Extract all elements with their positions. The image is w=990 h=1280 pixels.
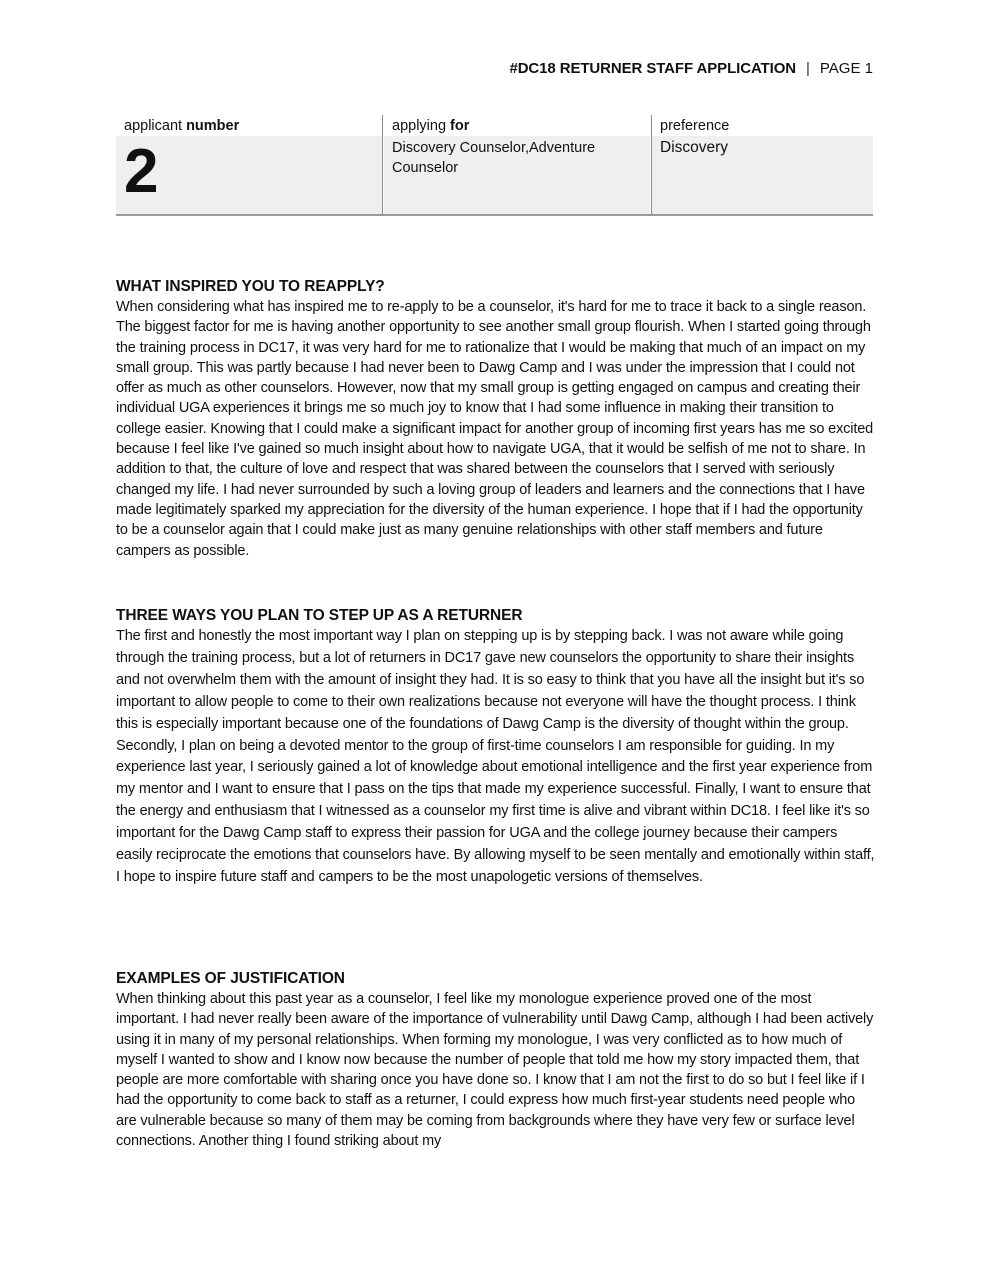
section-heading: THREE WAYS YOU PLAN TO STEP UP AS A RETURNER [116,607,523,624]
applicant-number-label: applicant number [116,115,382,136]
preference-box [652,136,873,215]
header-separator: | [806,60,810,77]
section-heading: WHAT INSPIRED YOU TO REAPPLY? [116,278,385,295]
section-heading: EXAMPLES OF JUSTIFICATION [116,970,345,987]
application-title: #DC18 RETURNER STAFF APPLICATION [509,60,796,77]
page-header [509,60,873,77]
preference-value: Discovery [660,139,729,156]
table-bottom-rule [116,214,873,216]
section-justification [116,969,876,1151]
section-inspiration [116,277,876,561]
preference-cell [652,115,873,215]
applicant-number-cell [116,115,382,215]
section-body: When considering what has inspired me to re-apply to be a counselor, it's hard for me to trace it back to a single reason. The biggest factor for me is having another opportunity to see another small group flourish. When I started going through the training process in DC17, it was very hard for me to rationalize that I would be making that much of an impact on my small group. This was partly because I had never been to Dawg Camp and I was under the impression that I could not offer as much as other counselors. However, now that my small group is getting engaged on campus and creating their individual UGA experiences it brings me so much joy to know that I had some influence in making their transition to college easier. Knowing that I could make a significant impact for another group of incoming first years has me so excited because I feel like I've gained so much insight about how to navigate UGA, that it would be selfish of me not to share. In addition to that, the culture of love and respect that was shared between the counselors that I served with seriously changed my life. I had never surrounded by such a loving group of leaders and learners and the connections that I have made legitimately sparked my appreciation for the diversity of the human experience. I hope that if I had the opportunity to be a counselor again that I could make just as many genuine relationships with other staff members and future campers as possible. [116,299,874,559]
section-step-up [116,606,876,889]
applicant-number-box [116,136,382,215]
applying-for-label: applying for [384,115,650,136]
applying-for-box [384,136,650,215]
column-divider [382,115,383,215]
page-number: PAGE 1 [819,60,873,77]
applying-for-value: Discovery Counselor,Adventure Counselor [392,140,596,176]
section-body: The first and honestly the most important way I plan on stepping up is by stepping back. I was not aware while going through the training process, but a lot of returners in DC17 gave new counselors the opportunity to share their insights and not overwhelm them with the amount of insight they had. It is so easy to think that you have all the insight but it's so important to allow people to come to their own realizations because not everyone will have the thought process. I think this is especially important because one of the foundations of Dawg Camp is the diversity of thought within the group. Secondly, I plan on being a devoted mentor to the group of first-time counselors I am responsible for guiding. In my experience last year, I seriously gained a lot of knowledge about emotional intelligence and the first year experience from my mentor and I want to ensure that I pass on the tips that made my experience successful. Finally, I want to ensure that the energy and enthusiasm that I witnessed as a counselor my first time is alive and vibrant within DC18. I feel like it's so important for the Dawg Camp staff to express their passion for UGA and the college journey because their campers easily reciprocate the emotions that counselors have. By allowing myself to be seen mentally and emotionally within staff, I hope to inspire future staff and campers to be the most unapologetic versions of themselves. [116,628,875,885]
applicant-number-value: 2 [124,137,159,206]
section-body: When thinking about this past year as a counselor, I feel like my monologue experience proved one of the most important. I had never really been aware of the importance of vulnerability until Dawg Camp, although I had been actively using it in many of my personal relationships. When forming my monologue, I was very conflicted as to how much of myself I wanted to show and I know now because the number of people that told me how my story impacted them, that people are more comfortable with sharing once you have done so. I know that I am not the first to do so but I feel like if I had the opportunity to come back to staff as a returner, I could express how much first-year students need people who are vulnerable because so many of them may be coming from backgrounds where they have very few or surface level connections. Another thing I found striking about my [116,991,874,1150]
applicant-info-table [116,115,873,216]
applying-for-cell [384,115,650,215]
preference-label: preference [652,115,873,136]
